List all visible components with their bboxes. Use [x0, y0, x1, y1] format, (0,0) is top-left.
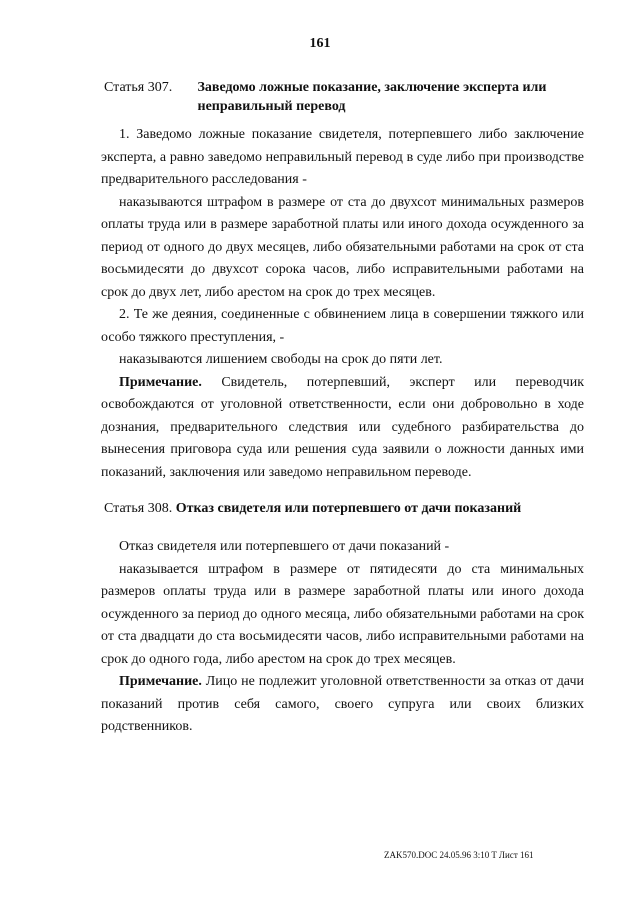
- article-308-note-text: Лицо не подлежит уголовной ответственности за отказ от дачи показаний против себя самого, своего супруга или своих близких родственников.: [101, 674, 584, 734]
- article-308-note: [101, 671, 584, 739]
- article-308-title: Отказ свидетеля или потерпевшего от дачи показаний: [175, 501, 522, 516]
- article-307-note-label: Примечание.: [119, 374, 202, 390]
- page-number: 161: [309, 36, 331, 51]
- article-307-paragraph-3: 2. Те же деяния, соединенные с обвинением лица в совершении тяжкого или особо тяжкого преступления, -: [101, 307, 584, 345]
- article-308-body: [101, 536, 584, 739]
- article-307-label: Статья 307.: [104, 80, 173, 95]
- article-308-paragraph-2: наказывается штрафом в размере от пятидесяти до ста минимальных размеров оплаты труда или в размере заработной платы или иного дохода осужденного за период до одного месяца, либо обязательными работами на срок от ста двадцати до ста восьмидесяти часов, либо исправительными работами на срок до одного года, либо арестом на срок до трех месяцев.: [101, 561, 584, 667]
- article-307-title: Заведомо ложные показание, заключение эксперта или неправильный перевод: [197, 80, 547, 114]
- article-308-heading: [104, 499, 590, 518]
- article-308-label: Статья 308.: [104, 501, 173, 516]
- article-307-paragraph-4: наказываются лишением свободы на срок до пяти лет.: [119, 352, 443, 367]
- article-307-paragraph-2: наказываются штрафом в размере от ста до двухсот минимальных размеров оплаты труда или в размере заработной платы или иного дохода осужденного за период от одного до двух месяцев, либо обязательными работами на срок от ста восьмидесяти до двухсот сорока часов, либо исправительными работами на срок до двух лет, либо арестом на срок до трех месяцев.: [101, 194, 584, 300]
- article-308-paragraph-1: Отказ свидетеля или потерпевшего от дачи показаний -: [119, 539, 450, 554]
- page-footer: ZAK570.DOC 24.05.96 3:10 T Лист 161: [384, 850, 534, 860]
- article-307-note: [101, 372, 584, 485]
- article-307-body: [101, 124, 584, 484]
- article-308-note-label: Примечание.: [119, 674, 202, 689]
- article-307-note-text: Свидетель, потерпевший, эксперт или переводчик освобождаются от уголовной ответственности, если они добровольно в ходе дознания, предварительного следствия или судебного разбирательства до вынесения приговора суда или решения суда заявили о ложности данных ими показаний, заключения или заведомо неправильном переводе.: [101, 374, 584, 480]
- article-307-paragraph-1: 1. Заведомо ложные показание свидетеля, потерпевшего либо заключение эксперта, а равно заведомо неправильный перевод в суде либо при производстве предварительного расследования -: [101, 127, 584, 187]
- article-307-heading: [104, 78, 590, 116]
